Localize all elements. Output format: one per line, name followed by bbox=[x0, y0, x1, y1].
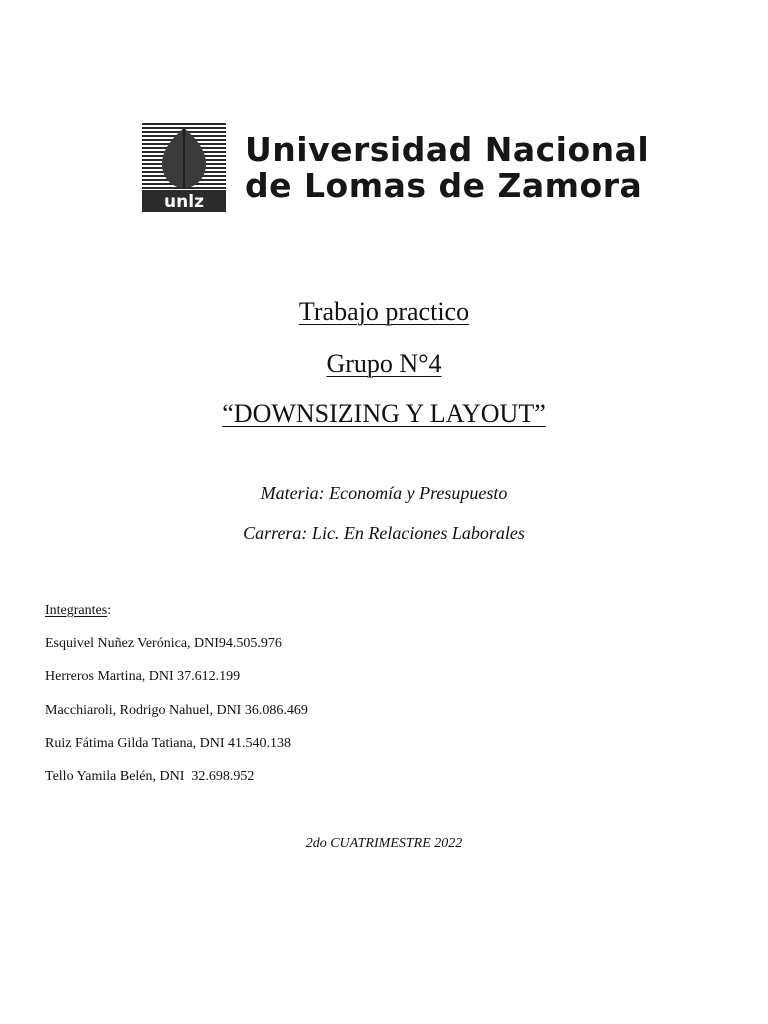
members-label bbox=[45, 602, 111, 620]
university-logo bbox=[142, 122, 650, 214]
member-item: Herreros Martina, DNI 37.612.199 bbox=[45, 669, 241, 684]
title-line-1: Trabajo practico bbox=[298, 297, 470, 326]
document-title bbox=[0, 297, 768, 327]
member-item: Esquivel Nuñez Verónica, DNI94.505.976 bbox=[45, 636, 282, 651]
group-number bbox=[0, 349, 768, 379]
title-line-3: “DOWNSIZING Y LAYOUT” bbox=[222, 399, 546, 428]
members-label-text: Integrantes bbox=[45, 603, 108, 618]
member-item: Tello Yamila Belén, DNI 32.698.952 bbox=[45, 769, 255, 784]
university-seal-icon bbox=[142, 122, 226, 212]
logo-mark-text: unlz bbox=[164, 192, 204, 212]
title-line-2: Grupo N°4 bbox=[326, 349, 442, 378]
subject: Materia: Economía y Presupuesto bbox=[260, 483, 508, 503]
member-item: Macchiaroli, Rodrigo Nahuel, DNI 36.086.469 bbox=[45, 703, 308, 718]
university-name-line1: Universidad Nacional bbox=[245, 130, 650, 169]
term: 2do CUATRIMESTRE 2022 bbox=[305, 836, 463, 851]
university-name-line2: de Lomas de Zamora bbox=[245, 166, 643, 205]
university-name bbox=[245, 132, 649, 204]
member-item: Ruiz Fátima Gilda Tatiana, DNI 41.540.138 bbox=[45, 736, 292, 751]
topic-title bbox=[0, 399, 768, 429]
career: Carrera: Lic. En Relaciones Laborales bbox=[243, 523, 525, 543]
members-label-colon: : bbox=[107, 603, 112, 618]
